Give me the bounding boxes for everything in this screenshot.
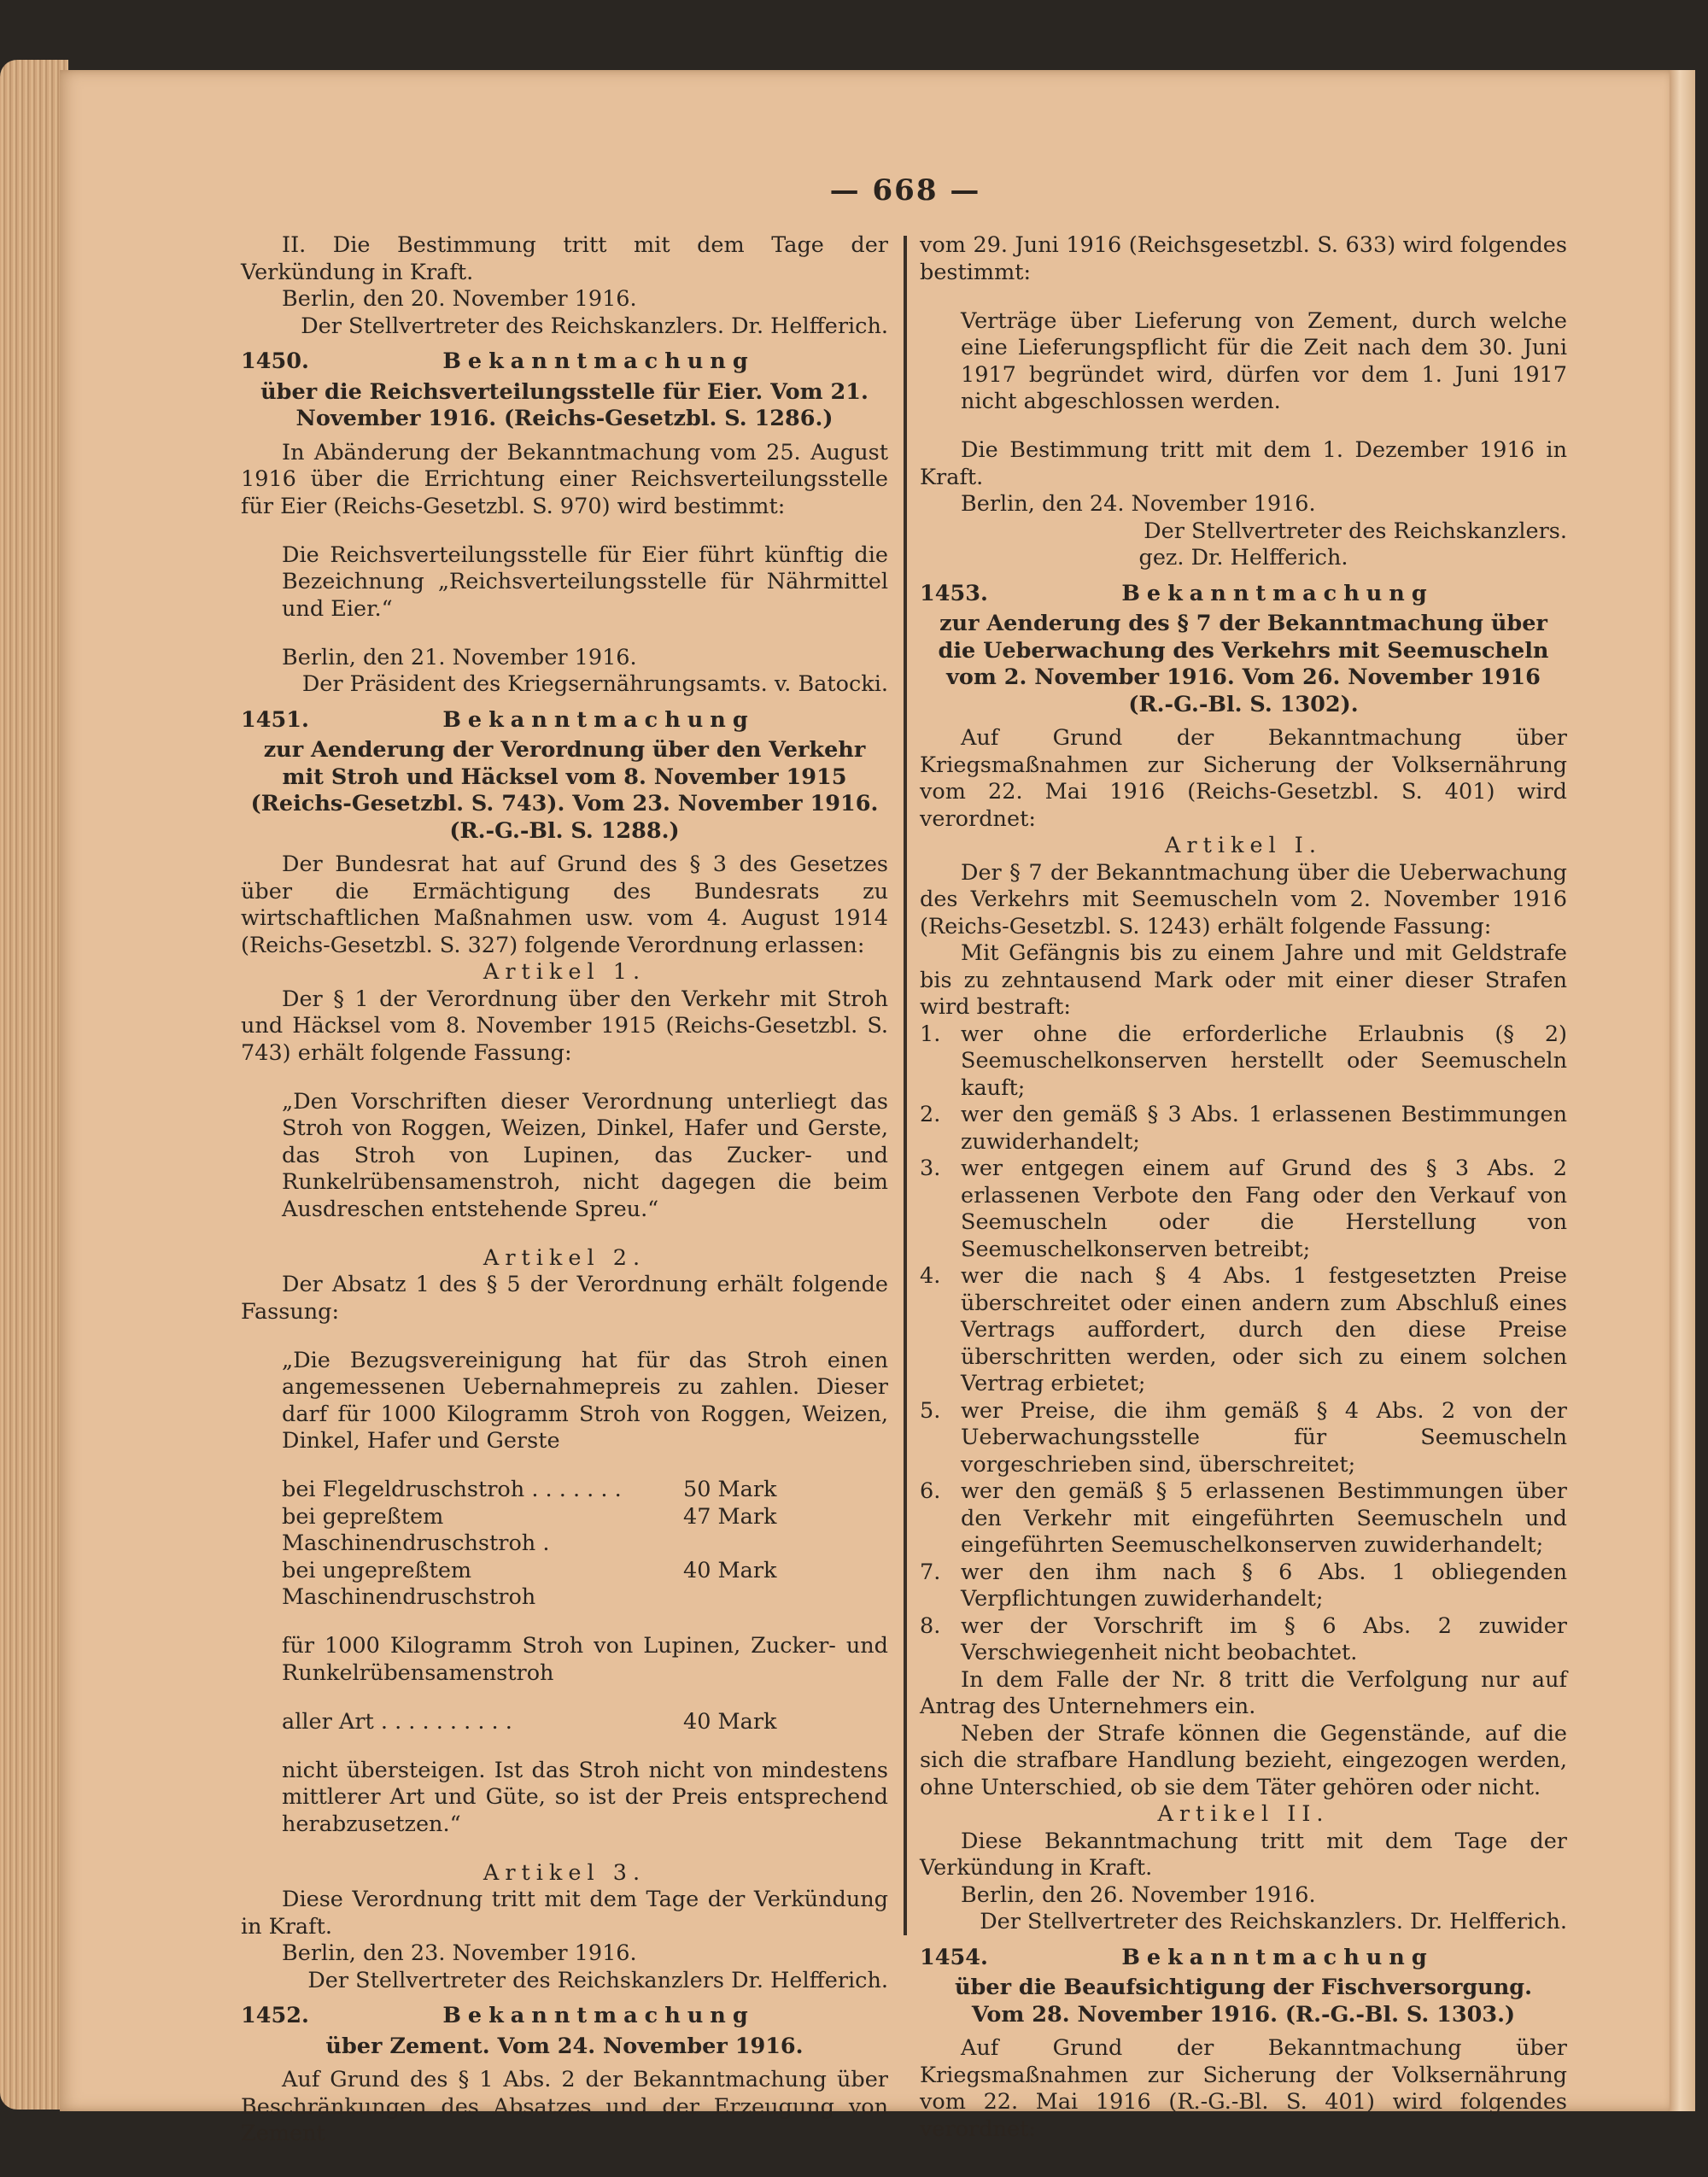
article-2-quote: „Die Bezugsvereinigung hat für das Stroh einen angemessenen Uebernahmepreis zu zahlen. Dieser darf für 1000 Kilogramm Stroh von Roggen, Weizen, Dinkel, Hafer und Gerste (282, 1347, 888, 1454)
subtitle-1453: zur Aenderung des § 7 der Bekanntmachung über die Ueberwachung des Verkehrs mit Seemuscheln vom 2. November 1916. Vom 26. November 1916 (R.-G.-Bl. S. 1302). (938, 611, 1549, 717)
column-divider (904, 236, 907, 1935)
article-1-heading: Artikel 1. (483, 959, 646, 985)
text-1450: In Abänderung der Bekanntmachung vom 25. August 1916 über die Errichtung einer Reichsverteilungsstelle für Eier (Reichs-Gesetzbl. S. 970) wird bestimmt: (241, 439, 888, 519)
price-row (282, 1558, 803, 1612)
intro-date: Berlin, den 20. November 1916. (282, 286, 637, 312)
intro-provision: II. Die Bestimmung tritt mit dem Tage der Verkündung in Kraft. (241, 232, 888, 285)
list-item (920, 1478, 1567, 1560)
article-2-heading: Artikel 2. (483, 1244, 646, 1271)
title-1453: Bekanntmachung (1121, 580, 1434, 606)
continuation-quote: Verträge über Lieferung von Zement, durch welche eine Lieferungspflicht für die Zeit nach dem 30. Juni 1917 begründet wird, dürfen vor dem 1. Juni 1917 nicht abgeschlossen werden. (961, 307, 1567, 414)
list-text: wer den gemäß § 5 erlassenen Bestimmungen über den Verkehr mit eingeführten Seemuscheln und eingeführten Seemuschelkonserven zuwiderhandelt; (961, 1478, 1567, 1558)
price-label: bei gepreßtem Maschinendruschstroh . (282, 1503, 550, 1556)
list-text: wer der Vorschrift im § 6 Abs. 2 zuwider Verschwiegenheit nicht beobachtet. (961, 1612, 1567, 1665)
heading-1454 (920, 1945, 1567, 1972)
signature-1453: Der Stellvertreter des Reichskanzlers. Dr. Helfferich. (980, 1909, 1567, 1934)
right-column (920, 232, 1567, 2143)
text-1454: Auf Grund der Bekanntmachung über Kriegsmaßnahmen zur Sicherung der Volksernährung vom 22. Mai 1916 (R.-G.-Bl. S. 401) wird folgendes verordnet: (920, 2035, 1567, 2142)
subtitle-1454: über die Beaufsichtigung der Fischversorgung. Vom 28. November 1916. (R.-G.-Bl. S. 1303.) (955, 1975, 1532, 2028)
list-number: 4. (920, 1263, 941, 1289)
signature-1451: Der Stellvertreter des Reichskanzlers Dr. Helfferich. (307, 1967, 888, 1993)
article-1-text: Der § 1 der Verordnung über den Verkehr mit Stroh und Häcksel vom 8. November 1915 (Reichs-Gesetzbl. S. 743) erhält folgende Fassung: (241, 986, 888, 1066)
list-text: wer ohne die erforderliche Erlaubnis (§ 2) Seemuschelkonserven herstellt oder Seemuscheln kauft; (961, 1021, 1567, 1101)
text-1453: Auf Grund der Bekanntmachung über Kriegsmaßnahmen zur Sicherung der Volksernährung vom 22. Mai 1916 (Reichs-Gesetzbl. S. 401) wird verordnet: (920, 725, 1567, 832)
price-value: 47 Mark (683, 1503, 777, 1530)
date-1453: Berlin, den 26. November 1916. (961, 1881, 1316, 1908)
text-1452: Auf Grund des § 1 Abs. 2 der Bekanntmachung über Beschränkungen des Absatzes und der Erzeugung von Zement (241, 2067, 888, 2146)
price-label: bei ungepreßtem Maschinendruschstroh (282, 1557, 536, 1610)
article-1-quote: „Den Vorschriften dieser Verordnung unterliegt das Stroh von Roggen, Weizen, Dinkel, Hafer und Gerste, das Stroh von Lupinen, das Zucker- und Runkelrübensamenstroh, nicht dagegen die beim Ausdreschen entstehende Spreu.“ (282, 1088, 888, 1222)
title-1451: Bekanntmachung (442, 706, 755, 733)
date-1451: Berlin, den 23. November 1916. (282, 1940, 637, 1966)
quote-1450: Die Reichsverteilungsstelle für Eier führt künftig die Bezeichnung „Reichsverteilungsstelle für Nährmittel und Eier.“ (282, 541, 888, 622)
heading-1451 (241, 707, 888, 734)
case-8-text: In dem Falle der Nr. 8 tritt die Verfolgung nur auf Antrag des Unternehmers ein. (920, 1666, 1567, 1719)
price-value: 50 Mark (683, 1477, 777, 1502)
price-label: bei Flegeldruschstroh . . . . . . . (282, 1477, 622, 1502)
page-number: — 668 — (829, 173, 981, 208)
list-text: wer den gemäß § 3 Abs. 1 erlassenen Bestimmungen zuwiderhandelt; (961, 1102, 1567, 1155)
continuation-date: Berlin, den 24. November 1916. (961, 491, 1316, 517)
title-1450: Bekanntmachung (442, 348, 755, 374)
list-number: 1. (920, 1021, 941, 1047)
subtitle-1452: über Zement. Vom 24. November 1916. (325, 2033, 804, 2059)
number-1453: 1453. (920, 580, 988, 606)
article-II-text: Diese Bekanntmachung tritt mit dem Tage der Verkündung in Kraft. (920, 1828, 1567, 1881)
continuation-signature: Der Stellvertreter des Reichskanzlers. (1144, 518, 1567, 544)
heading-1452 (241, 2003, 888, 2030)
list-number: 2. (920, 1102, 941, 1127)
price-label: aller Art . . . . . . . . . . (282, 1708, 512, 1735)
list-item (920, 1398, 1567, 1479)
list-item (920, 1613, 1567, 1667)
left-column (241, 232, 888, 2148)
list-text: wer den ihm nach § 6 Abs. 1 obliegenden Verpflichtungen zuwiderhandelt; (961, 1559, 1567, 1612)
list-item (920, 1263, 1567, 1398)
list-number: 3. (920, 1156, 941, 1181)
article-2-end: nicht übersteigen. Ist das Stroh nicht von mindestens mittlerer Art und Güte, so ist der Preis entsprechend herabzusetzen.“ (282, 1757, 888, 1837)
text-1451: Der Bundesrat hat auf Grund des § 3 des Gesetzes über die Ermächtigung des Bundesrats zu wirtschaftlichen Maßnahmen usw. vom 4. August 1914 (Reichs-Gesetzbl. S. 327) folgende Verordnung erlassen: (241, 851, 888, 958)
price-mid-text: für 1000 Kilogramm Stroh von Lupinen, Zucker- und Runkelrübensamenstroh (282, 1633, 888, 1686)
book-page-edges (0, 60, 68, 2110)
number-1451: 1451. (241, 706, 309, 733)
price-row (282, 1477, 803, 1504)
continuation-provision: Die Bestimmung tritt mit dem 1. Dezember 1916 in Kraft. (920, 437, 1567, 490)
list-item (920, 1156, 1567, 1263)
number-1450: 1450. (241, 348, 309, 374)
price-row (282, 1504, 803, 1558)
list-number: 8. (920, 1612, 941, 1639)
continuation-text: vom 29. Juni 1916 (Reichsgesetzbl. S. 633) wird folgendes bestimmt: (920, 232, 1567, 285)
article-2-text: Der Absatz 1 des § 5 der Verordnung erhält folgende Fassung: (241, 1272, 888, 1325)
list-number: 7. (920, 1559, 941, 1585)
price-row (282, 1709, 803, 1736)
list-item (920, 1021, 1567, 1103)
intro-signature: Der Stellvertreter des Reichskanzlers. Dr. Helfferich. (301, 313, 888, 339)
list-item (920, 1560, 1567, 1613)
article-I-text: Der § 7 der Bekanntmachung über die Ueberwachung des Verkehrs mit Seemuscheln vom 2. November 1916 (Reichs-Gesetzbl. S. 1243) erhält folgende Fassung: (920, 859, 1567, 939)
signature-1450: Der Präsident des Kriegsernährungsamts. v. Batocki. (301, 671, 888, 697)
article-I-penalty: Mit Gefängnis bis zu einem Jahre und mit Geldstrafe bis zu zehntausend Mark oder mit einer dieser Strafen wird bestraft: (920, 940, 1567, 1020)
article-3-heading: Artikel 3. (483, 1859, 646, 1886)
heading-1450 (241, 348, 888, 376)
confiscation-text: Neben der Strafe können die Gegenstände, auf die sich die strafbare Handlung bezieht, eingezogen werden, ohne Unterschied, ob sie dem Täter gehören oder nicht. (920, 1720, 1567, 1800)
continuation-signed: gez. Dr. Helfferich. (1138, 545, 1348, 571)
list-number: 6. (920, 1478, 941, 1504)
title-1454: Bekanntmachung (1121, 1944, 1434, 1970)
list-text: wer entgegen einem auf Grund des § 3 Abs. 2 erlassenen Verbote den Fang oder den Verkauf von Seemuscheln oder die Herstellung von Seemuschelkonserven betreibt; (961, 1156, 1567, 1262)
list-number: 5. (920, 1397, 941, 1424)
number-1454: 1454. (920, 1944, 988, 1970)
subtitle-1451: zur Aenderung der Verordnung über den Verkehr mit Stroh und Häcksel vom 8. November 1915 (Reichs-Gesetzbl. S. 743). Vom 23. November 1916. (R.-G.-Bl. S. 1288.) (250, 737, 879, 844)
list-item (920, 1102, 1567, 1156)
list-text: wer Preise, die ihm gemäß § 4 Abs. 2 von der Ueberwachungsstelle für Seemuscheln vorgeschrieben sind, überschreitet; (961, 1397, 1567, 1478)
page-right-edge (1670, 70, 1695, 2111)
number-1452: 1452. (241, 2003, 309, 2028)
list-text: wer die nach § 4 Abs. 1 festgesetzten Preise überschreitet oder einen andern zum Abschluß eines Vertrags auffordert, durch den diese Preise überschritten werden, oder sich zu einem solchen Vertrag erbietet; (961, 1263, 1567, 1396)
title-1452: Bekanntmachung (442, 2003, 755, 2028)
article-I-heading: Artikel I. (1165, 833, 1322, 858)
article-3-text: Diese Verordnung tritt mit dem Tage der Verkündung in Kraft. (241, 1887, 888, 1940)
price-value: 40 Mark (683, 1557, 777, 1583)
price-value: 40 Mark (683, 1708, 777, 1735)
date-1450: Berlin, den 21. November 1916. (282, 644, 637, 670)
article-II-heading: Artikel II. (1157, 1801, 1330, 1827)
heading-1453 (920, 581, 1567, 608)
subtitle-1450: über die Reichsverteilungsstelle für Eier. Vom 21. November 1916. (Reichs-Gesetzbl. S. 1286.) (260, 378, 869, 431)
